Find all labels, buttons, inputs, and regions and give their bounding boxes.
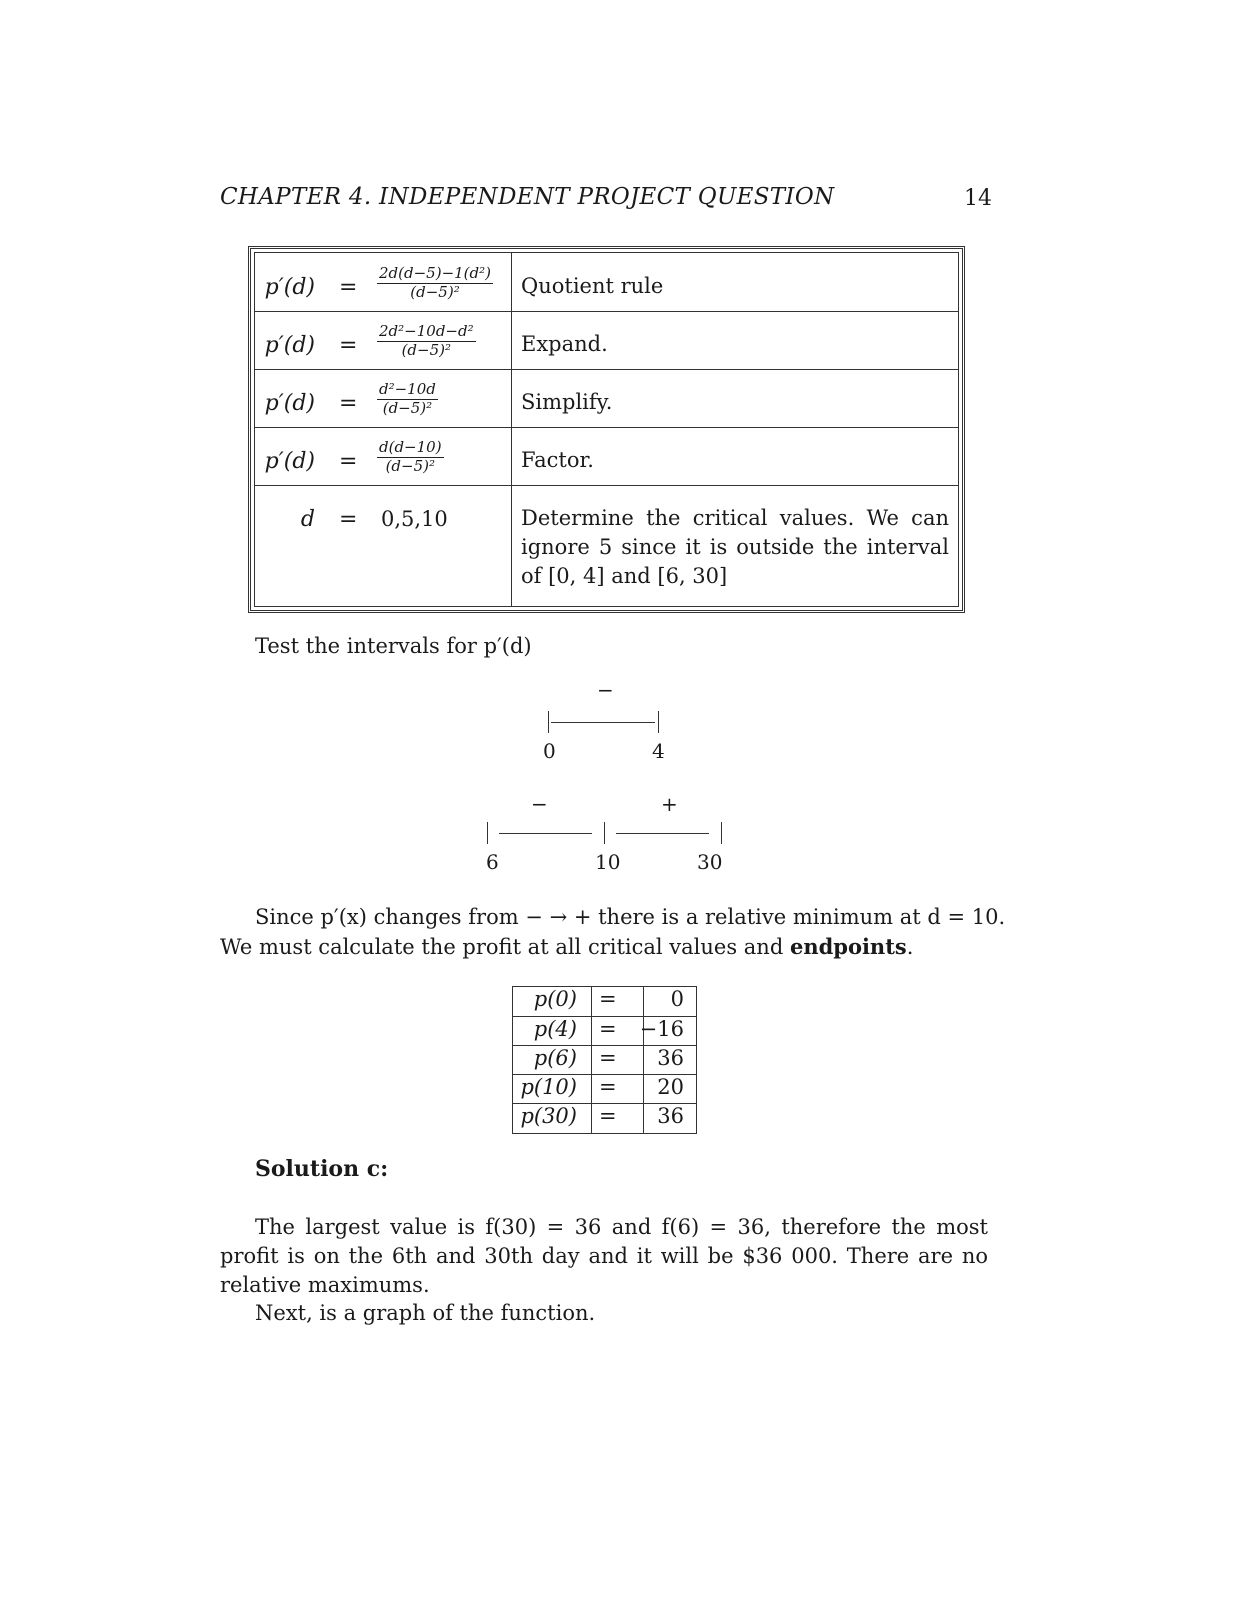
solution-text: The largest value is f(30) = 36 and f(6) = 36, therefore the most profit is on the 6th and 30th day and it will be $36 000. There are no relative maximums. (220, 1215, 988, 1297)
interval-endpoint: 6 (486, 850, 499, 874)
derivation-table (248, 246, 965, 613)
profit-values-table (512, 986, 697, 1134)
derivation-fraction: $\frac{\text{d²−10d}}{\text{(d−5)²}}$ (379, 380, 436, 417)
derivation-lhs: p′(d) (264, 333, 315, 358)
sign-label: + (661, 792, 678, 816)
table-row: p(6) = 36 (513, 1045, 696, 1075)
derivation-lhs: p′(d) (264, 275, 315, 300)
derivation-lhs: p′(d) (264, 449, 315, 474)
derivation-lhs: p′(d) (264, 391, 315, 416)
derivation-eq: = (339, 449, 358, 474)
derivation-eq: = (339, 391, 358, 416)
interval-endpoint: 0 (543, 739, 556, 763)
chapter-header: CHAPTER 4. INDEPENDENT PROJECT QUESTION (220, 184, 835, 210)
derivation-note: Simplify. (521, 390, 613, 414)
relative-minimum-text: Since p′(x) changes from − → + there is a relative minimum at d = 10. (255, 905, 1006, 929)
page-number: 14 (964, 186, 992, 211)
derivation-note: Expand. (521, 332, 608, 356)
endpoints-text: We must calculate the profit at all critical values and endpoints. (220, 934, 914, 959)
derivation-note: Factor. (521, 448, 594, 472)
derivation-eq: = (339, 507, 358, 532)
derivation-eq: = (339, 275, 358, 300)
table-row: p(4) = −16 (513, 1016, 696, 1046)
critical-values: 0,5,10 (381, 507, 448, 531)
interval-endpoint: 4 (652, 739, 665, 763)
table-row: p(10) = 20 (513, 1074, 696, 1104)
next-text: Next, is a graph of the function. (255, 1301, 596, 1325)
derivation-fraction: $\frac{d(d-10)}{\text{(d−5)²}}$ (379, 438, 442, 475)
derivation-note: Determine the critical values. We can ignore 5 since it is outside the interval of [0, 4] and [6, 30] (521, 506, 949, 588)
derivation-eq: = (339, 333, 358, 358)
derivation-note: Quotient rule (521, 274, 664, 298)
interval-endpoint: 10 (595, 850, 621, 874)
sign-label: − (597, 678, 614, 702)
sign-label: − (531, 792, 548, 816)
table-row: p(30) = 36 (513, 1103, 696, 1133)
derivation-lhs: d (300, 507, 315, 532)
table-row: p(0) = 0 (533, 987, 684, 1011)
interval-endpoint: 30 (697, 850, 723, 874)
derivation-fraction: $\frac{\text{2d(d−5)−1(d²)}}{\text{(d−5)²}}$ (379, 264, 491, 301)
test-intervals-text: Test the intervals for p′(d) (255, 634, 532, 658)
solution-heading: Solution c: (255, 1156, 389, 1182)
derivation-fraction: $\frac{\text{2d²−10d−d²}}{\text{(d−5)²}}$ (379, 322, 474, 359)
